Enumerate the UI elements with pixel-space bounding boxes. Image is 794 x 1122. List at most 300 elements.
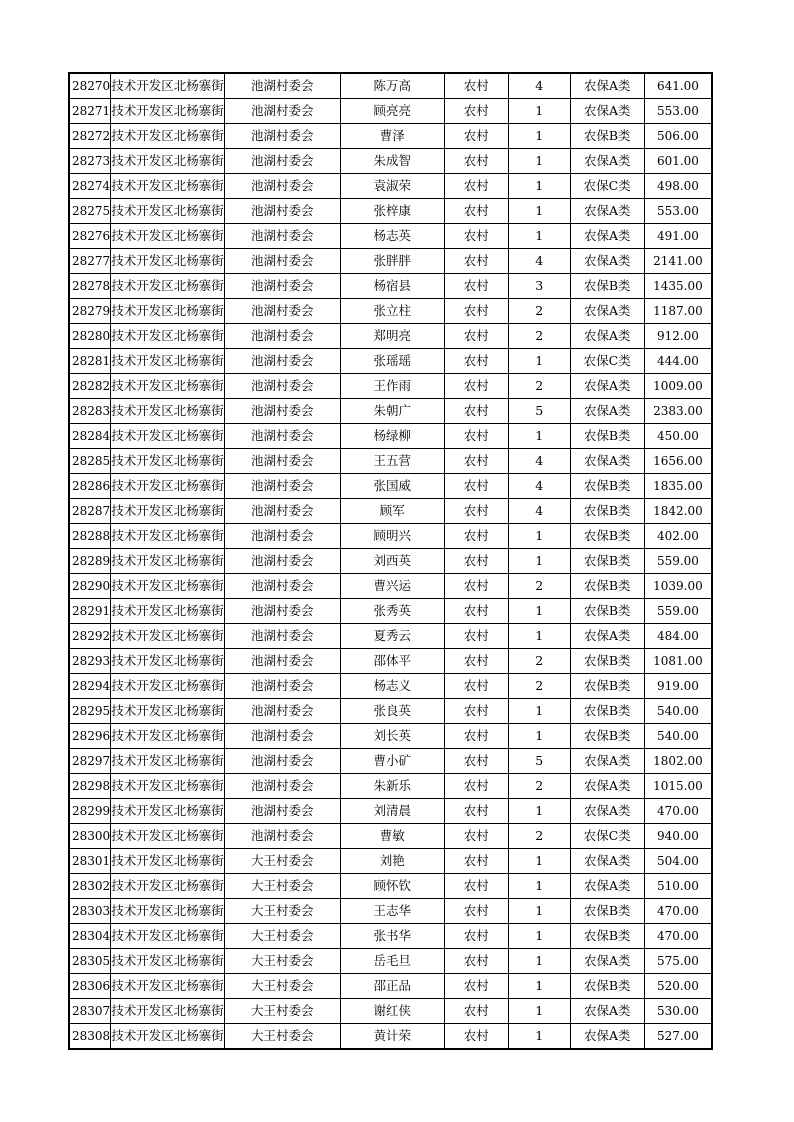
cell-village: 池湖村委会 [224, 199, 340, 224]
cell-amount: 470.00 [644, 924, 712, 949]
cell-area: 技术开发区北杨寨街 [111, 399, 225, 424]
cell-count: 2 [508, 299, 570, 324]
cell-type: 农村 [444, 774, 508, 799]
cell-name: 袁淑荣 [340, 174, 444, 199]
cell-village: 池湖村委会 [224, 749, 340, 774]
cell-type: 农村 [444, 749, 508, 774]
cell-count: 2 [508, 374, 570, 399]
cell-count: 1 [508, 924, 570, 949]
cell-id: 28290 [69, 574, 111, 599]
cell-area: 技术开发区北杨寨街 [111, 974, 225, 999]
cell-village: 池湖村委会 [224, 274, 340, 299]
cell-name: 张梓康 [340, 199, 444, 224]
cell-category: 农保A类 [570, 99, 644, 124]
cell-id: 28271 [69, 99, 111, 124]
cell-type: 农村 [444, 524, 508, 549]
cell-category: 农保A类 [570, 1024, 644, 1050]
cell-id: 28270 [69, 73, 111, 99]
cell-area: 技术开发区北杨寨街 [111, 449, 225, 474]
cell-area: 技术开发区北杨寨街 [111, 949, 225, 974]
cell-count: 1 [508, 624, 570, 649]
cell-count: 2 [508, 824, 570, 849]
cell-village: 池湖村委会 [224, 149, 340, 174]
cell-count: 1 [508, 199, 570, 224]
cell-category: 农保A类 [570, 324, 644, 349]
cell-area: 技术开发区北杨寨街 [111, 999, 225, 1024]
cell-amount: 530.00 [644, 999, 712, 1024]
cell-count: 1 [508, 224, 570, 249]
table-row [69, 724, 712, 749]
cell-village: 池湖村委会 [224, 249, 340, 274]
cell-id: 28297 [69, 749, 111, 774]
cell-id: 28277 [69, 249, 111, 274]
cell-id: 28299 [69, 799, 111, 824]
table-row [69, 474, 712, 499]
cell-category: 农保A类 [570, 449, 644, 474]
cell-type: 农村 [444, 974, 508, 999]
cell-id: 28280 [69, 324, 111, 349]
table-row [69, 849, 712, 874]
cell-type: 农村 [444, 324, 508, 349]
cell-count: 5 [508, 399, 570, 424]
cell-count: 1 [508, 1024, 570, 1050]
cell-amount: 444.00 [644, 349, 712, 374]
cell-category: 农保A类 [570, 149, 644, 174]
cell-village: 池湖村委会 [224, 574, 340, 599]
cell-village: 池湖村委会 [224, 99, 340, 124]
cell-type: 农村 [444, 624, 508, 649]
cell-count: 1 [508, 424, 570, 449]
cell-name: 朱新乐 [340, 774, 444, 799]
cell-category: 农保A类 [570, 874, 644, 899]
cell-id: 28292 [69, 624, 111, 649]
cell-village: 大王村委会 [224, 949, 340, 974]
cell-amount: 553.00 [644, 99, 712, 124]
cell-id: 28307 [69, 999, 111, 1024]
cell-amount: 1187.00 [644, 299, 712, 324]
cell-amount: 450.00 [644, 424, 712, 449]
cell-village: 池湖村委会 [224, 474, 340, 499]
cell-category: 农保C类 [570, 349, 644, 374]
cell-village: 池湖村委会 [224, 524, 340, 549]
cell-amount: 527.00 [644, 1024, 712, 1050]
table-row [69, 524, 712, 549]
cell-amount: 601.00 [644, 149, 712, 174]
table-row [69, 649, 712, 674]
cell-id: 28300 [69, 824, 111, 849]
cell-area: 技术开发区北杨寨街 [111, 849, 225, 874]
cell-amount: 540.00 [644, 724, 712, 749]
table-row [69, 924, 712, 949]
cell-name: 曹兴运 [340, 574, 444, 599]
cell-category: 农保B类 [570, 974, 644, 999]
cell-area: 技术开发区北杨寨街 [111, 249, 225, 274]
cell-id: 28289 [69, 549, 111, 574]
cell-type: 农村 [444, 649, 508, 674]
cell-area: 技术开发区北杨寨街 [111, 574, 225, 599]
cell-type: 农村 [444, 824, 508, 849]
cell-category: 农保B类 [570, 274, 644, 299]
cell-area: 技术开发区北杨寨街 [111, 749, 225, 774]
cell-name: 朱朝广 [340, 399, 444, 424]
cell-category: 农保B类 [570, 549, 644, 574]
cell-count: 4 [508, 449, 570, 474]
cell-area: 技术开发区北杨寨街 [111, 649, 225, 674]
cell-village: 池湖村委会 [224, 449, 340, 474]
cell-village: 大王村委会 [224, 924, 340, 949]
cell-area: 技术开发区北杨寨街 [111, 1024, 225, 1050]
cell-village: 池湖村委会 [224, 124, 340, 149]
cell-category: 农保B类 [570, 724, 644, 749]
cell-name: 张书华 [340, 924, 444, 949]
table-row [69, 149, 712, 174]
cell-id: 28278 [69, 274, 111, 299]
cell-village: 池湖村委会 [224, 699, 340, 724]
table-row [69, 499, 712, 524]
cell-type: 农村 [444, 124, 508, 149]
cell-name: 王五营 [340, 449, 444, 474]
cell-village: 池湖村委会 [224, 374, 340, 399]
cell-amount: 940.00 [644, 824, 712, 849]
cell-category: 农保A类 [570, 299, 644, 324]
cell-village: 池湖村委会 [224, 824, 340, 849]
table-row [69, 424, 712, 449]
cell-id: 28295 [69, 699, 111, 724]
table-row [69, 824, 712, 849]
cell-name: 张胖胖 [340, 249, 444, 274]
cell-area: 技术开发区北杨寨街 [111, 349, 225, 374]
cell-name: 曹泽 [340, 124, 444, 149]
cell-village: 池湖村委会 [224, 649, 340, 674]
cell-type: 农村 [444, 149, 508, 174]
cell-category: 农保B类 [570, 524, 644, 549]
cell-name: 杨志英 [340, 224, 444, 249]
cell-area: 技术开发区北杨寨街 [111, 199, 225, 224]
cell-amount: 912.00 [644, 324, 712, 349]
cell-category: 农保B类 [570, 574, 644, 599]
cell-area: 技术开发区北杨寨街 [111, 73, 225, 99]
cell-count: 2 [508, 774, 570, 799]
cell-name: 朱成智 [340, 149, 444, 174]
cell-village: 池湖村委会 [224, 499, 340, 524]
cell-amount: 641.00 [644, 73, 712, 99]
cell-category: 农保B类 [570, 424, 644, 449]
cell-village: 池湖村委会 [224, 399, 340, 424]
cell-category: 农保B类 [570, 474, 644, 499]
cell-name: 刘长英 [340, 724, 444, 749]
cell-count: 1 [508, 149, 570, 174]
cell-category: 农保B类 [570, 599, 644, 624]
cell-name: 刘艳 [340, 849, 444, 874]
cell-name: 顾亮亮 [340, 99, 444, 124]
cell-amount: 2383.00 [644, 399, 712, 424]
cell-count: 3 [508, 274, 570, 299]
cell-name: 顾军 [340, 499, 444, 524]
cell-name: 王志华 [340, 899, 444, 924]
cell-area: 技术开发区北杨寨街 [111, 224, 225, 249]
cell-type: 农村 [444, 699, 508, 724]
cell-area: 技术开发区北杨寨街 [111, 674, 225, 699]
cell-id: 28308 [69, 1024, 111, 1050]
table-row [69, 449, 712, 474]
cell-id: 28272 [69, 124, 111, 149]
cell-amount: 1802.00 [644, 749, 712, 774]
cell-type: 农村 [444, 724, 508, 749]
cell-village: 池湖村委会 [224, 674, 340, 699]
cell-category: 农保B类 [570, 124, 644, 149]
cell-village: 池湖村委会 [224, 774, 340, 799]
cell-count: 1 [508, 849, 570, 874]
cell-name: 王作雨 [340, 374, 444, 399]
cell-area: 技术开发区北杨寨街 [111, 499, 225, 524]
cell-name: 曹敏 [340, 824, 444, 849]
cell-village: 大王村委会 [224, 874, 340, 899]
cell-id: 28273 [69, 149, 111, 174]
cell-category: 农保B类 [570, 499, 644, 524]
cell-type: 农村 [444, 949, 508, 974]
cell-category: 农保A类 [570, 799, 644, 824]
cell-area: 技术开发区北杨寨街 [111, 799, 225, 824]
cell-name: 邵体平 [340, 649, 444, 674]
cell-id: 28282 [69, 374, 111, 399]
cell-id: 28284 [69, 424, 111, 449]
cell-name: 曹小矿 [340, 749, 444, 774]
cell-type: 农村 [444, 799, 508, 824]
cell-name: 岳毛旦 [340, 949, 444, 974]
cell-amount: 919.00 [644, 674, 712, 699]
table-row [69, 774, 712, 799]
cell-amount: 1009.00 [644, 374, 712, 399]
cell-amount: 491.00 [644, 224, 712, 249]
cell-amount: 2141.00 [644, 249, 712, 274]
cell-amount: 470.00 [644, 899, 712, 924]
table-row [69, 799, 712, 824]
cell-type: 农村 [444, 849, 508, 874]
cell-area: 技术开发区北杨寨街 [111, 274, 225, 299]
cell-area: 技术开发区北杨寨街 [111, 774, 225, 799]
table-row [69, 699, 712, 724]
cell-village: 大王村委会 [224, 849, 340, 874]
cell-id: 28287 [69, 499, 111, 524]
cell-type: 农村 [444, 99, 508, 124]
cell-village: 池湖村委会 [224, 73, 340, 99]
cell-count: 4 [508, 499, 570, 524]
cell-village: 大王村委会 [224, 899, 340, 924]
table-row [69, 324, 712, 349]
cell-area: 技术开发区北杨寨街 [111, 299, 225, 324]
cell-area: 技术开发区北杨寨街 [111, 899, 225, 924]
cell-count: 2 [508, 649, 570, 674]
cell-village: 池湖村委会 [224, 224, 340, 249]
cell-count: 1 [508, 699, 570, 724]
cell-type: 农村 [444, 899, 508, 924]
cell-name: 郑明亮 [340, 324, 444, 349]
cell-category: 农保A类 [570, 249, 644, 274]
cell-type: 农村 [444, 249, 508, 274]
cell-amount: 1081.00 [644, 649, 712, 674]
cell-village: 池湖村委会 [224, 324, 340, 349]
cell-id: 28298 [69, 774, 111, 799]
cell-amount: 520.00 [644, 974, 712, 999]
cell-amount: 506.00 [644, 124, 712, 149]
cell-category: 农保B类 [570, 899, 644, 924]
cell-area: 技术开发区北杨寨街 [111, 624, 225, 649]
cell-name: 杨绿柳 [340, 424, 444, 449]
cell-village: 池湖村委会 [224, 349, 340, 374]
cell-category: 农保A类 [570, 374, 644, 399]
table-row [69, 949, 712, 974]
cell-count: 1 [508, 524, 570, 549]
cell-type: 农村 [444, 549, 508, 574]
cell-type: 农村 [444, 199, 508, 224]
table-row [69, 299, 712, 324]
cell-id: 28285 [69, 449, 111, 474]
cell-count: 1 [508, 949, 570, 974]
table-row [69, 374, 712, 399]
cell-amount: 553.00 [644, 199, 712, 224]
cell-name: 张良英 [340, 699, 444, 724]
cell-count: 1 [508, 874, 570, 899]
cell-name: 张瑶瑶 [340, 349, 444, 374]
cell-count: 1 [508, 724, 570, 749]
cell-count: 4 [508, 249, 570, 274]
cell-amount: 504.00 [644, 849, 712, 874]
cell-village: 池湖村委会 [224, 624, 340, 649]
cell-amount: 559.00 [644, 599, 712, 624]
cell-category: 农保A类 [570, 73, 644, 99]
cell-amount: 510.00 [644, 874, 712, 899]
cell-type: 农村 [444, 874, 508, 899]
cell-category: 农保B类 [570, 674, 644, 699]
cell-count: 2 [508, 574, 570, 599]
cell-area: 技术开发区北杨寨街 [111, 699, 225, 724]
cell-type: 农村 [444, 374, 508, 399]
cell-type: 农村 [444, 574, 508, 599]
cell-name: 谢红侠 [340, 999, 444, 1024]
cell-count: 1 [508, 349, 570, 374]
cell-type: 农村 [444, 424, 508, 449]
cell-name: 陈万高 [340, 73, 444, 99]
cell-area: 技术开发区北杨寨街 [111, 474, 225, 499]
cell-id: 28301 [69, 849, 111, 874]
table-row [69, 399, 712, 424]
cell-count: 2 [508, 324, 570, 349]
cell-type: 农村 [444, 299, 508, 324]
cell-village: 池湖村委会 [224, 724, 340, 749]
cell-category: 农保A类 [570, 224, 644, 249]
table-row [69, 73, 712, 99]
table-row [69, 249, 712, 274]
cell-amount: 1039.00 [644, 574, 712, 599]
cell-id: 28283 [69, 399, 111, 424]
cell-category: 农保A类 [570, 774, 644, 799]
cell-count: 4 [508, 474, 570, 499]
cell-id: 28291 [69, 599, 111, 624]
table-row [69, 199, 712, 224]
table-row [69, 999, 712, 1024]
table-row [69, 1024, 712, 1050]
table-row [69, 674, 712, 699]
cell-type: 农村 [444, 399, 508, 424]
cell-name: 杨宿县 [340, 274, 444, 299]
table-row [69, 899, 712, 924]
cell-type: 农村 [444, 674, 508, 699]
cell-village: 大王村委会 [224, 1024, 340, 1050]
cell-type: 农村 [444, 499, 508, 524]
cell-category: 农保A类 [570, 749, 644, 774]
cell-name: 张立柱 [340, 299, 444, 324]
cell-category: 农保C类 [570, 174, 644, 199]
cell-category: 农保A类 [570, 399, 644, 424]
cell-id: 28303 [69, 899, 111, 924]
cell-id: 28281 [69, 349, 111, 374]
cell-count: 1 [508, 999, 570, 1024]
cell-area: 技术开发区北杨寨街 [111, 874, 225, 899]
cell-area: 技术开发区北杨寨街 [111, 149, 225, 174]
table-row [69, 549, 712, 574]
cell-area: 技术开发区北杨寨街 [111, 549, 225, 574]
cell-category: 农保B类 [570, 924, 644, 949]
cell-type: 农村 [444, 474, 508, 499]
cell-amount: 540.00 [644, 699, 712, 724]
cell-area: 技术开发区北杨寨街 [111, 724, 225, 749]
cell-id: 28279 [69, 299, 111, 324]
cell-category: 农保C类 [570, 824, 644, 849]
cell-amount: 1835.00 [644, 474, 712, 499]
cell-count: 1 [508, 549, 570, 574]
cell-category: 农保B类 [570, 649, 644, 674]
cell-category: 农保A类 [570, 624, 644, 649]
cell-amount: 484.00 [644, 624, 712, 649]
data-table [68, 72, 713, 1050]
cell-amount: 1435.00 [644, 274, 712, 299]
cell-amount: 575.00 [644, 949, 712, 974]
cell-count: 1 [508, 599, 570, 624]
cell-count: 5 [508, 749, 570, 774]
cell-village: 池湖村委会 [224, 299, 340, 324]
cell-village: 池湖村委会 [224, 599, 340, 624]
cell-name: 刘清晨 [340, 799, 444, 824]
cell-id: 28304 [69, 924, 111, 949]
cell-type: 农村 [444, 999, 508, 1024]
cell-count: 1 [508, 899, 570, 924]
table-row [69, 624, 712, 649]
cell-name: 邵正品 [340, 974, 444, 999]
cell-area: 技术开发区北杨寨街 [111, 924, 225, 949]
table-row [69, 124, 712, 149]
cell-category: 农保B类 [570, 699, 644, 724]
cell-village: 池湖村委会 [224, 424, 340, 449]
cell-area: 技术开发区北杨寨街 [111, 374, 225, 399]
cell-id: 28286 [69, 474, 111, 499]
cell-name: 杨志义 [340, 674, 444, 699]
cell-name: 黄计荣 [340, 1024, 444, 1050]
cell-amount: 402.00 [644, 524, 712, 549]
cell-amount: 1656.00 [644, 449, 712, 474]
cell-area: 技术开发区北杨寨街 [111, 324, 225, 349]
cell-amount: 559.00 [644, 549, 712, 574]
cell-type: 农村 [444, 73, 508, 99]
cell-amount: 470.00 [644, 799, 712, 824]
cell-type: 农村 [444, 1024, 508, 1050]
cell-area: 技术开发区北杨寨街 [111, 824, 225, 849]
table-row [69, 874, 712, 899]
cell-category: 农保A类 [570, 199, 644, 224]
cell-village: 池湖村委会 [224, 174, 340, 199]
cell-type: 农村 [444, 174, 508, 199]
cell-category: 农保A类 [570, 849, 644, 874]
cell-area: 技术开发区北杨寨街 [111, 124, 225, 149]
